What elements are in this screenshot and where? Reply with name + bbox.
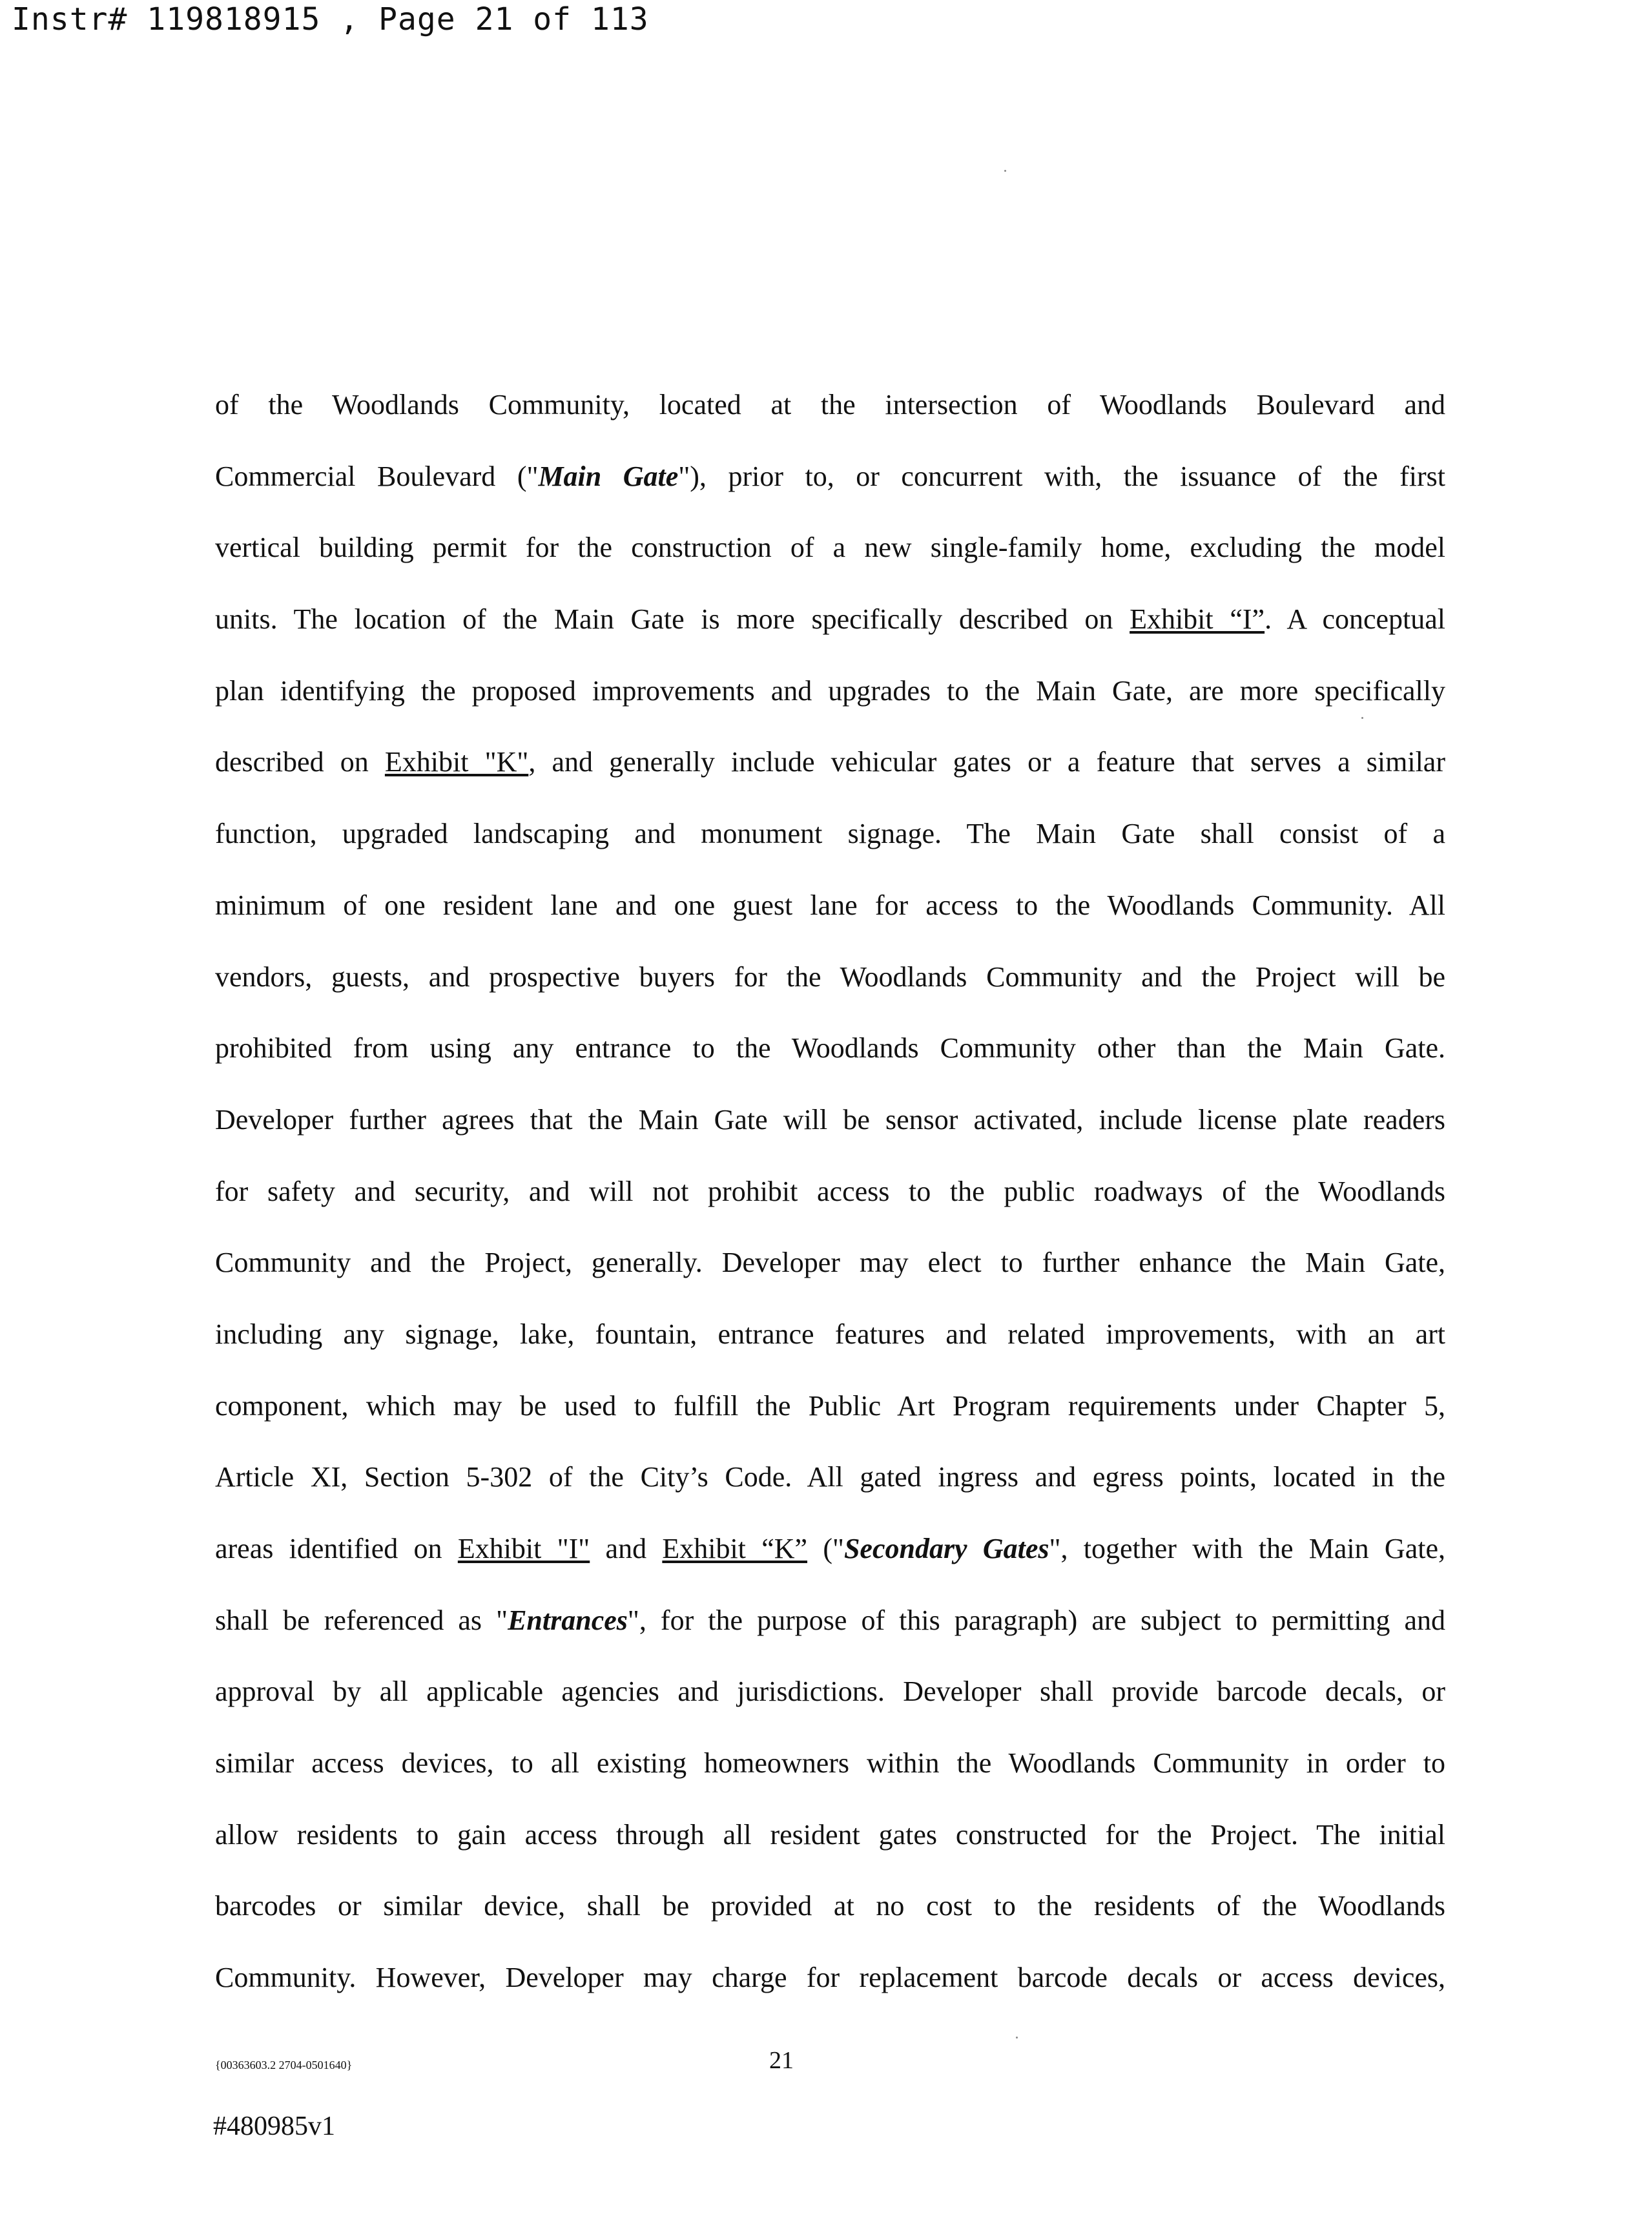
text-run: "), prior to, or concurrent with, the issuance of the first (678, 460, 1445, 492)
body-line (215, 512, 1445, 584)
text-run: approval by all applicable agencies and jurisdictions. Developer shall provide barcode decals, or (215, 1676, 1445, 1708)
recording-header: Instr# 119818915 , Page 21 of 113 (12, 1, 649, 37)
body-line (215, 942, 1445, 1013)
text-run: plan identifying the proposed improvements and upgrades to the Main Gate, are more specifically (215, 674, 1445, 707)
body-line (215, 584, 1445, 656)
body-line (215, 1585, 1445, 1657)
exhibit-reference: Exhibit “I” (1130, 603, 1265, 636)
exhibit-reference: Exhibit "K" (384, 746, 529, 778)
body-line (215, 1227, 1445, 1299)
body-line (215, 727, 1445, 798)
footer-document-code: {00363603.2 2704-0501640} (215, 2059, 353, 2071)
text-run: units. The location of the Main Gate is more specifically described on (215, 603, 1130, 636)
text-run: prohibited from using any entrance to the Woodlands Community other than the Main Gate. (215, 1032, 1445, 1064)
text-run: , and generally include vehicular gates or a feature that serves a similar (528, 746, 1445, 778)
text-run: . A conceptual (1265, 603, 1446, 636)
text-run: vendors, guests, and prospective buyers for the Woodlands Community and the Project will be (215, 960, 1445, 993)
text-run: Developer further agrees that the Main Gate will be sensor activated, include license plate readers (215, 1103, 1445, 1136)
text-run: allow residents to gain access through all resident gates constructed for the Project. The initial (215, 1818, 1445, 1851)
body-line (215, 1513, 1445, 1585)
defined-term: Secondary Gates (843, 1533, 1049, 1564)
body-line (215, 798, 1445, 870)
body-line (215, 1728, 1445, 1800)
defined-term: Entrances (508, 1604, 628, 1636)
text-run: component, which may be used to fulfill the Public Art Program requirements under Chapter 5, (215, 1389, 1445, 1422)
text-run: Community and the Project, generally. Developer may elect to further enhance the Main Gate, (215, 1247, 1445, 1279)
text-run: function, upgraded landscaping and monument signage. The Main Gate shall consist of a (215, 818, 1445, 850)
text-run: minimum of one resident lane and one guest lane for access to the Woodlands Community. All (215, 889, 1445, 921)
body-line (215, 369, 1445, 441)
scan-speck (1361, 717, 1363, 719)
text-run: described on (215, 746, 385, 778)
page-number: 21 (769, 2047, 794, 2074)
exhibit-reference: Exhibit "I" (457, 1533, 590, 1564)
defined-term: Main Gate (538, 460, 679, 492)
body-line (215, 1871, 1445, 1942)
text-run: vertical building permit for the construction of a new single-family home, excluding the model (215, 532, 1445, 564)
text-run: (" (807, 1533, 844, 1564)
body-line (215, 1084, 1445, 1156)
text-run: Community. However, Developer may charge for replacement barcode decals or access devices, (215, 1962, 1445, 1994)
scan-speck (1016, 2037, 1018, 2039)
body-line (215, 870, 1445, 942)
text-run: including any signage, lake, fountain, entrance features and related improvements, with an art (215, 1318, 1445, 1350)
body-line (215, 1156, 1445, 1228)
document-version-id: #480985v1 (213, 2112, 335, 2141)
text-run: of the Woodlands Community, located at the intersection of Woodlands Boulevard and (215, 389, 1445, 420)
body-line (215, 1800, 1445, 1871)
body-line (215, 1299, 1445, 1371)
body-line (215, 1942, 1445, 2014)
text-run: ", together with the Main Gate, (1049, 1533, 1445, 1564)
text-run: and (590, 1533, 663, 1564)
body-line (215, 1013, 1445, 1084)
scan-speck (1004, 170, 1006, 172)
text-run: similar access devices, to all existing homeowners within the Woodlands Community in order to (215, 1747, 1445, 1780)
body-line (215, 441, 1445, 513)
text-run: ", for the purpose of this paragraph) are subject to permitting and (627, 1604, 1445, 1636)
body-line (215, 1442, 1445, 1513)
text-run: for safety and security, and will not prohibit access to the public roadways of the Woodlands (215, 1175, 1445, 1207)
body-line (215, 1371, 1445, 1442)
body-line (215, 1656, 1445, 1728)
exhibit-reference: Exhibit “K” (662, 1533, 808, 1564)
document-body (215, 369, 1445, 2014)
body-line (215, 656, 1445, 727)
text-run: shall be referenced as " (215, 1604, 508, 1636)
text-run: Commercial Boulevard (" (215, 460, 539, 492)
text-run: Article XI, Section 5-302 of the City’s Code. All gated ingress and egress points, located in the (215, 1461, 1445, 1493)
text-run: areas identified on (215, 1533, 458, 1564)
text-run: barcodes or similar device, shall be provided at no cost to the residents of the Woodlands (215, 1890, 1445, 1922)
